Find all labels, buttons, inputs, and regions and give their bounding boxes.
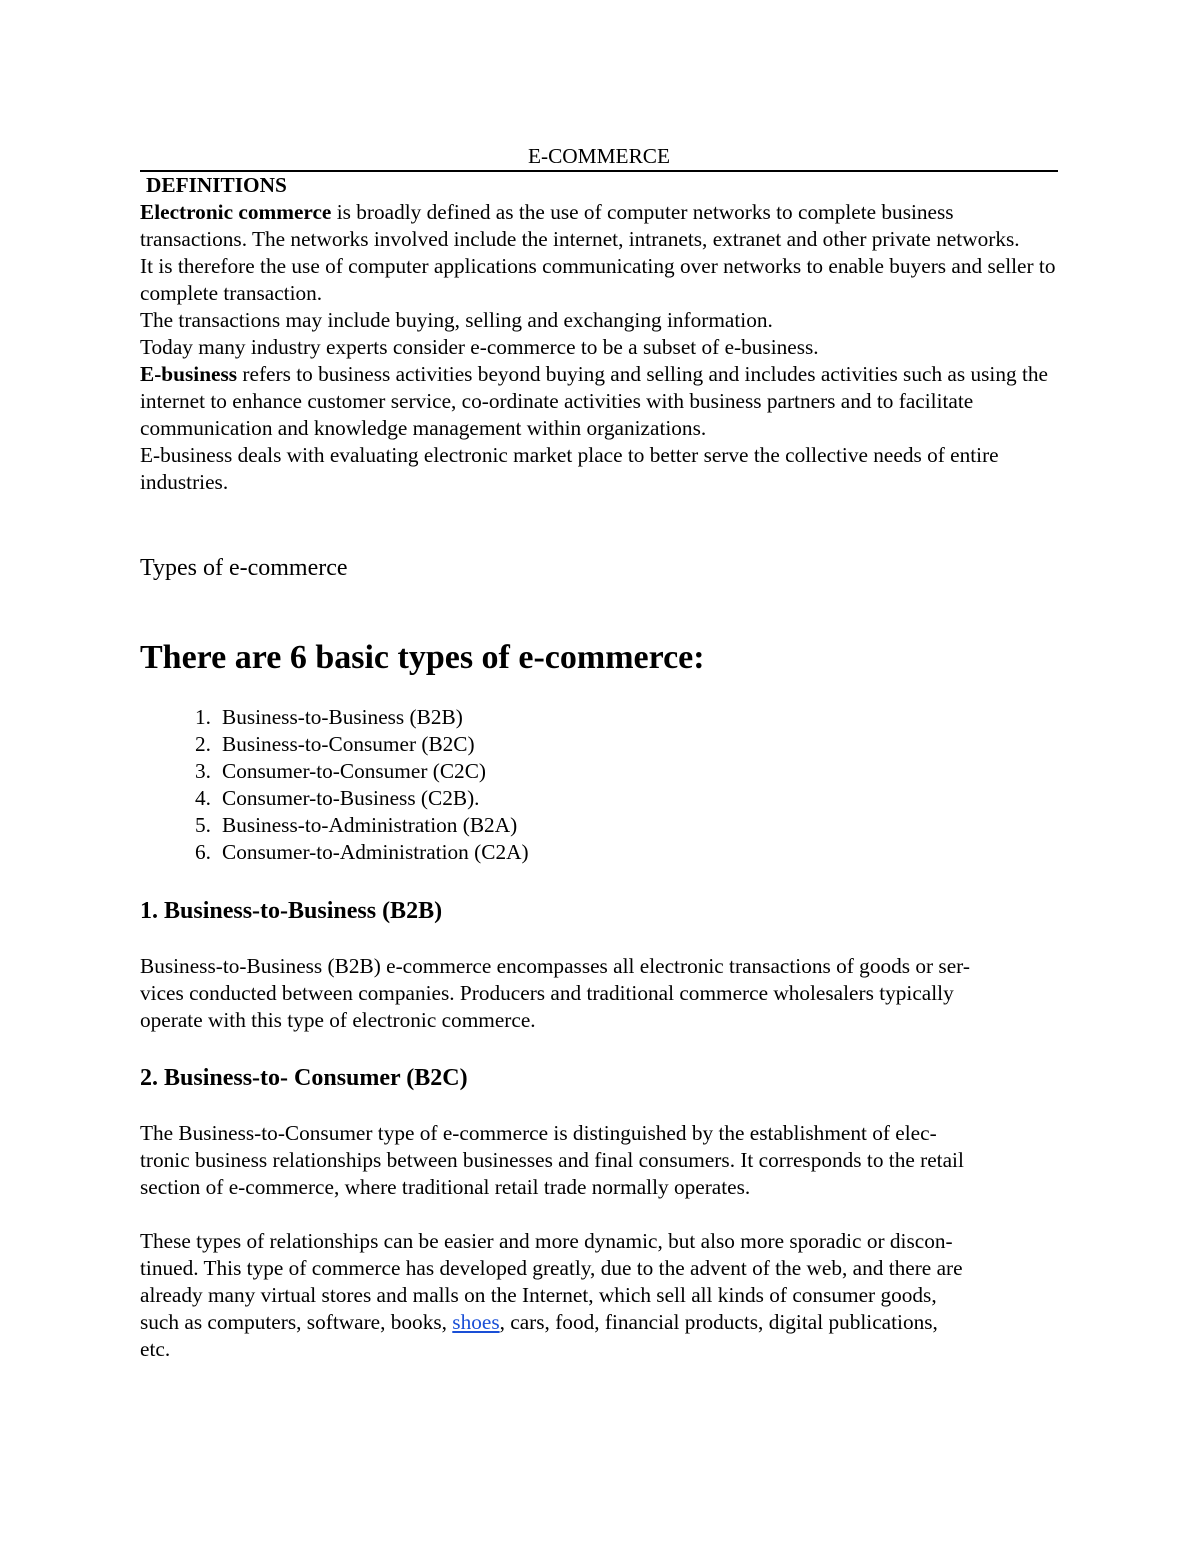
list-item <box>140 812 529 839</box>
list-label: Business-to-Administration (B2A) <box>222 813 518 837</box>
list-number: 4. <box>195 786 211 810</box>
b2b-heading: 1. Business-to-Business (B2B) <box>140 898 443 924</box>
list-label: Consumer-to-Business (C2B). <box>222 786 480 810</box>
list-number: 5. <box>195 813 211 837</box>
definitions-paragraph-6: E-business deals with evaluating electronic market place to better serve the collective needs of entire industries. <box>140 443 999 494</box>
b2c-heading: 2. Business-to- Consumer (B2C) <box>140 1065 468 1091</box>
list-label: Consumer-to-Consumer (C2C) <box>222 759 486 783</box>
b2c-paragraph-2 <box>140 1228 1065 1363</box>
list-label: Business-to-Business (B2B) <box>222 705 463 729</box>
b2b-line-3: operate with this type of electronic commerce. <box>140 1008 536 1032</box>
ebusiness-term: E-business <box>140 362 238 386</box>
definitions-section <box>140 172 1060 496</box>
list-item <box>140 704 529 731</box>
types-list <box>140 704 529 866</box>
electronic-commerce-definition: is broadly defined as the use of computer networks to complete business transactions. The networks involved include the internet, intranets, extranet and other private networks. <box>140 200 1020 251</box>
document-title: E-COMMERCE <box>140 143 1058 172</box>
b2c-p2-line-4 <box>140 1309 1065 1336</box>
list-number: 6. <box>195 840 211 864</box>
b2c-p1-line-3: section of e-commerce, where traditional retail trade normally operates. <box>140 1175 751 1199</box>
basic-types-heading: There are 6 basic types of e-commerce: <box>140 639 705 676</box>
b2b-paragraph <box>140 953 1065 1034</box>
electronic-commerce-paragraph <box>140 199 1060 253</box>
b2c-p2-line-2: tinued. This type of commerce has developed greatly, due to the advent of the web, and there are <box>140 1256 963 1280</box>
definitions-heading: DEFINITIONS <box>146 173 287 197</box>
list-label: Business-to-Consumer (B2C) <box>222 732 475 756</box>
b2c-p2-line-3: already many virtual stores and malls on the Internet, which sell all kinds of consumer goods, <box>140 1283 937 1307</box>
ebusiness-definition: refers to business activities beyond buying and selling and includes activities such as using the internet to enhance customer service, co-ordinate activities with business partners and to facilitate communication and knowledge management within organizations. <box>140 362 1048 440</box>
b2c-p2-line-1: These types of relationships can be easier and more dynamic, but also more sporadic or discon- <box>140 1229 953 1253</box>
electronic-commerce-term: Electronic commerce <box>140 200 332 224</box>
b2c-p2-line-5: etc. <box>140 1337 171 1361</box>
b2c-p1-line-1: The Business-to-Consumer type of e-commerce is distinguished by the establishment of elec- <box>140 1121 937 1145</box>
b2c-p2-line-4-end: , cars, food, financial products, digital publications, <box>499 1310 938 1334</box>
list-label: Consumer-to-Administration (C2A) <box>222 840 529 864</box>
b2c-p1-line-2: tronic business relationships between businesses and final consumers. It corresponds to the retail <box>140 1148 964 1172</box>
list-number: 2. <box>195 732 211 756</box>
definitions-paragraph-4: Today many industry experts consider e-commerce to be a subset of e-business. <box>140 335 819 359</box>
definitions-paragraph-3: The transactions may include buying, selling and exchanging information. <box>140 308 773 332</box>
b2b-line-2: vices conducted between companies. Producers and traditional commerce wholesalers typically <box>140 981 954 1005</box>
list-item <box>140 758 529 785</box>
definitions-paragraph-2: It is therefore the use of computer applications communicating over networks to enable buyers and seller to complete transaction. <box>140 254 1056 305</box>
b2c-paragraph-1 <box>140 1120 1065 1201</box>
list-number: 1. <box>195 705 211 729</box>
shoes-link[interactable]: shoes <box>452 1310 500 1334</box>
ebusiness-paragraph <box>140 361 1060 442</box>
b2c-p2-line-4-start: such as computers, software, books, <box>140 1310 453 1334</box>
list-item <box>140 731 529 758</box>
list-item <box>140 839 529 866</box>
b2b-line-1: Business-to-Business (B2B) e-commerce encompasses all electronic transactions of goods or ser- <box>140 954 970 978</box>
list-item <box>140 785 529 812</box>
types-heading: Types of e-commerce <box>140 555 348 581</box>
list-number: 3. <box>195 759 211 783</box>
